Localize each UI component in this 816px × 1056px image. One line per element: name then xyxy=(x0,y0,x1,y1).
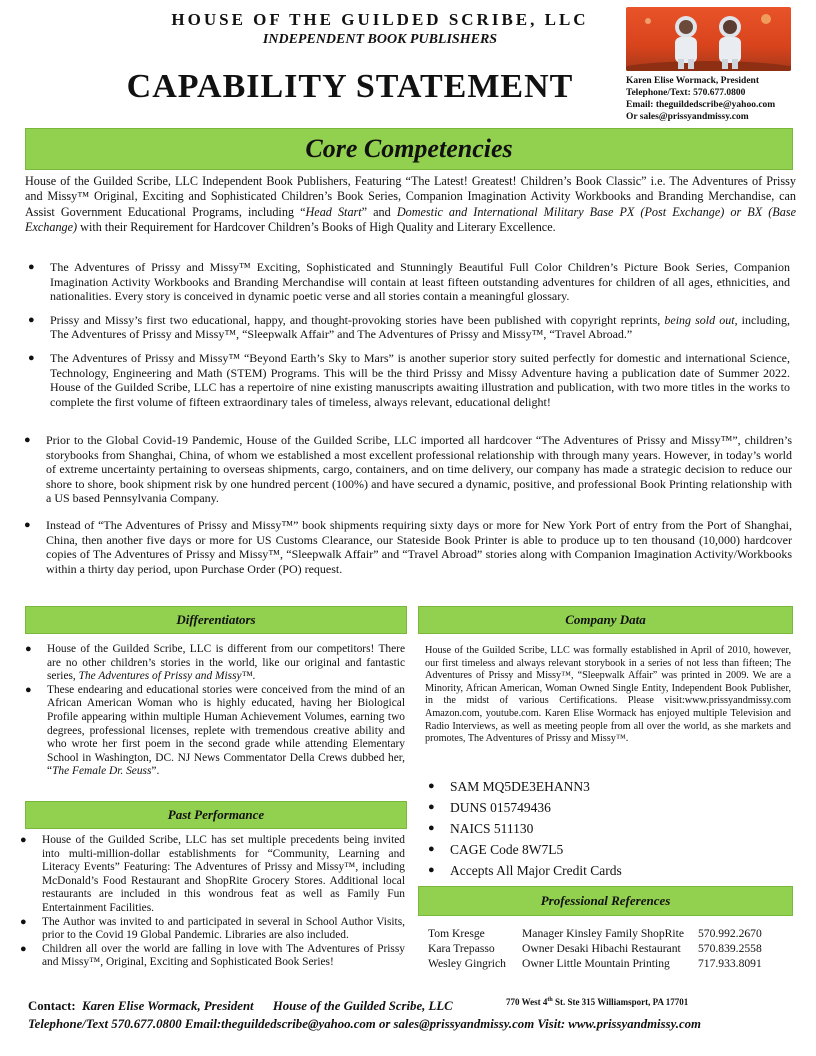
bullet-icon: ● xyxy=(24,434,31,446)
identifier-item xyxy=(428,776,622,797)
core-bullet xyxy=(24,517,792,576)
past-performance-item xyxy=(20,942,405,970)
core-competencies-heading: Core Competencies xyxy=(305,134,513,163)
identifier-item xyxy=(428,797,622,818)
past-performance-bar xyxy=(25,801,407,829)
astronaut-illustration xyxy=(626,7,791,71)
item-text: The Author was invited to and participated in several in School Author Visits, prior to the Covid 19 Global Pandemic. Libraries are also included. xyxy=(42,915,405,942)
bullet-text: , including, The Adventures of Prissy and Missy™, “Sleepwalk Affair” and The Adventures of Prissy and Missy™, “Travel Abroad.” xyxy=(50,312,791,342)
contact-name: Karen Elise Wormack, President xyxy=(626,76,759,86)
reference-name: Tom Kresge xyxy=(428,927,485,940)
differentiator-item xyxy=(25,683,405,779)
identifier-text: DUNS 015749436 xyxy=(450,800,551,815)
footer-contact-line: Contact: Karen Elise Wormack, President House of the Guilded Scribe, LLC xyxy=(28,999,453,1013)
item-text: ”. xyxy=(151,765,160,778)
bullet-icon: ● xyxy=(28,351,35,364)
item-text: House of the Guilded Scribe, LLC has set multiple precedents being invited into multi-million-dollar establishments for “Community, Learning and Literacy Events” Featuring: The Adventures of Prissy and Missy™, including McDonald’s Food Restaurant and ShopRite Grocery Stores. Additional local restaurants are included in this wondrous feat as well as Family Fun Entertainment Facilities. xyxy=(42,834,405,914)
references-table xyxy=(428,926,798,971)
intro-paragraph xyxy=(25,174,796,236)
company-name: HOUSE OF THE GUILDED SCRIBE, LLC xyxy=(171,10,589,29)
core-bullet xyxy=(24,433,792,506)
differentiators-bar xyxy=(25,606,407,634)
reference-phone: 570.839.2558 xyxy=(698,942,762,955)
identifier-text: SAM MQ5DE3EHANN3 xyxy=(450,779,590,794)
contact-alt-email[interactable]: Or sales@prissyandmissy.com xyxy=(626,112,749,122)
intro-emphasis: Domestic and International Military Base PX (Post Exchange) or BX (Base Exchange) xyxy=(25,204,796,235)
footer-label: Contact xyxy=(28,999,72,1013)
bullet-icon: ● xyxy=(20,834,27,846)
address-text: St. Ste 315 Williamsport, PA 17701 xyxy=(552,997,689,1007)
bullet-icon: ● xyxy=(28,313,35,326)
reference-name: Kara Trepasso xyxy=(428,942,495,955)
identifier-item xyxy=(428,818,622,839)
intro-emphasis: Head Start xyxy=(305,204,362,219)
item-text: Children all over the world are falling in love with The Adventures of Prissy and Missy™, Original, Exciting and Sophisticated Book Series! xyxy=(42,942,405,969)
past-performance-heading: Past Performance xyxy=(167,807,265,822)
reference-org: Owner Desaki Hibachi Restaurant xyxy=(522,942,681,955)
bullet-icon: ● xyxy=(20,915,27,928)
core-bullet xyxy=(28,350,790,409)
bullet-text: Instead of “The Adventures of Prissy and Missy™” book shipments requiring sixty days or more for New York Port of entry from the Port of Shanghai, China, then another five days or more for US Customs Clearance, our Stateside Book Printer is able to produce up to ten thousand (10,000) hardcover copies of The Adventures of Prissy and Missy™, “Sleepwalk Affair” and “Travel Abroad” stories along with Companion Imagination Activity/Workbooks within a thirty day period, upon Purchase Order (PO) request. xyxy=(46,517,792,576)
differentiators-heading: Differentiators xyxy=(176,612,256,627)
company-data-bar xyxy=(418,606,793,634)
bullet-icon: ● xyxy=(25,683,32,696)
company-identifiers xyxy=(428,776,622,881)
footer-address xyxy=(506,997,688,1007)
contact-email[interactable]: Email: theguildedscribe@yahoo.com xyxy=(626,100,776,110)
differentiators-list xyxy=(25,643,405,779)
page-title: CAPABILITY STATEMENT xyxy=(126,68,574,105)
reference-org: Manager Kinsley Family ShopRite xyxy=(522,927,684,940)
address-sup: th xyxy=(547,997,553,1003)
item-emphasis: The Adventures of Prissy and Missy™. xyxy=(78,670,256,683)
bullet-emphasis: being sold out xyxy=(664,312,735,327)
core-bullet-list-b xyxy=(24,433,792,576)
reference-org: Owner Little Mountain Printing xyxy=(522,957,670,970)
identifier-text: CAGE Code 8W7L5 xyxy=(450,842,564,857)
reference-name: Wesley Gingrich xyxy=(428,957,506,970)
reference-phone: 717.933.8091 xyxy=(698,957,762,970)
bullet-text: Prissy and Missy’s first two educational, happy, and thought-provoking stories have been published with copyright reprints, xyxy=(50,312,665,327)
bullet-icon: ● xyxy=(428,843,435,855)
differentiator-item xyxy=(25,643,405,684)
core-competencies-bar xyxy=(25,128,793,170)
footer-name: Karen Elise Wormack, President xyxy=(82,999,254,1013)
past-performance-item xyxy=(20,915,405,943)
core-bullet xyxy=(28,260,790,304)
bullet-icon: ● xyxy=(428,801,435,813)
bullet-icon: ● xyxy=(428,864,435,876)
bullet-icon: ● xyxy=(28,261,35,273)
bullet-icon: ● xyxy=(24,518,31,531)
bullet-text: Prior to the Global Covid-19 Pandemic, House of the Guilded Scribe, LLC imported all hardcover “The Adventures of Prissy and Missy™”, children’s storybooks from Shanghai, China, of whom we established a most excellent professional relationship with through many years. However, in today’s world of extreme uncertainty pertaining to overseas shipments, cargo, containers, and on time delivery, our company has made a strategic decision to reduce our shore to shore, book shipment risk by one hundred percent (100%) and have secured a dynamic, positive, and professional Book Printing relationship with a US based Pennsylvania Company. xyxy=(46,433,792,506)
intro-text: House of the Guilded Scribe, LLC Independent Book Publishers, Featuring “The Latest! Greatest! Children’s Book Classic” i.e. The Adventures of Prissy and Missy™ Original, Exciting and Sophisticated Children’s Book Series, Companion Imagination Activity Workbooks and Branding Merchandise, can Assist Government Educational Programs, including “ xyxy=(25,174,796,219)
reference-phone: 570.992.2670 xyxy=(698,927,762,940)
company-data-heading: Company Data xyxy=(565,612,646,627)
identifier-item xyxy=(428,860,622,881)
reference-row xyxy=(428,926,798,941)
identifier-text: Accepts All Major Credit Cards xyxy=(450,863,622,878)
contact-block xyxy=(626,75,816,123)
reference-row xyxy=(428,956,798,971)
bullet-text: The Adventures of Prissy and Missy™ “Beyond Earth’s Sky to Mars” is another superior story suited perfectly for domestic and international Science, Technology, Engineering and Math (STEM) Programs. This will be the third Prissy and Missy Adventure having a publication date of Summer 2022. House of the Guilded Scribe, LLC has a repertoire of nine existing manuscripts awaiting illustration and publication, with two more titles in the works to complete the first volume of fifteen extraordinary tales of timeless, always relevant, educational delight! xyxy=(50,350,790,409)
contact-phone: Telephone/Text: 570.677.0800 xyxy=(626,88,746,98)
past-performance-list xyxy=(20,834,405,970)
footer-contact-details: Telephone/Text 570.677.0800 Email:theguildedscribe@yahoo.com or sales@prissyandmissy.com Visit: www.prissyandmissy.com xyxy=(28,1017,702,1031)
core-bullet xyxy=(28,312,791,342)
company-data-text: House of the Guilded Scribe, LLC was formally established in April of 2010, however, our first timeless and always relevant storybook in a series of not less than fifteen; The Adventures of Prissy and Missy™, “Sleepwalk Affair” was printed in 2009. We are a Minority, African American, Woman Owned Single Entity, Independent Book Publisher, in the midst of various Certifications. Please visit:www.prissyandmissy.com Amazon.com, youtube.com. Karen Elise Wormack has enjoyed multiple Television and Radio Interviews, as well as meeting people from all over the world, as she markets and promotes, The Adventures of Prissy and Missy™. xyxy=(425,645,791,745)
bullet-icon: ● xyxy=(428,822,435,834)
reference-row xyxy=(428,941,798,956)
references-bar xyxy=(418,886,793,916)
tagline: INDEPENDENT BOOK PUBLISHERS xyxy=(262,32,498,47)
intro-text: ” and xyxy=(361,204,397,219)
item-emphasis: The Female Dr. Seuss xyxy=(52,765,152,778)
item-text: These endearing and educational stories were conceived from the mind of an African American Woman who is highly educated, having her Biological Profile appearing within multiple Human Achievement Volumes, earning two degrees, professional licenses, replete with tremendous creative ability and who wrote her first poem in the second grade while attending Elementary School in Washington, DC. NJ News Commentator Della Crews dubbed her, “ xyxy=(47,683,405,778)
footer-company: House of the Guilded Scribe, LLC xyxy=(272,999,453,1013)
bullet-icon: ● xyxy=(20,942,27,955)
address-text: 770 West 4 xyxy=(506,997,548,1007)
item-text: House of the Guilded Scribe, LLC is different from our competitors! There are no other children’s stories in the world, like our original and fantastic series, xyxy=(47,643,405,683)
bullet-icon: ● xyxy=(25,643,32,655)
bullet-icon: ● xyxy=(428,780,435,792)
identifier-text: NAICS 511130 xyxy=(450,821,534,836)
core-bullet-list-a xyxy=(28,260,791,409)
identifier-item xyxy=(428,839,622,860)
past-performance-item xyxy=(20,834,405,916)
intro-text: with their Requirement for Hardcover Children’s Books of High Quality and Literary Excellence. xyxy=(77,220,556,235)
bullet-text: The Adventures of Prissy and Missy™ Exciting, Sophisticated and Stunningly Beautiful Full Color Children’s Picture Book Series, Companion Imagination Activity Workbooks and Branding Merchandise will contain at least fifteen outstanding adventures for children of all ages, ethnicities, and nationalities. Every story is conceived in dynamic poetic verse and all stories contain a meaningful glossary. xyxy=(50,260,790,304)
references-heading: Professional References xyxy=(540,893,671,908)
